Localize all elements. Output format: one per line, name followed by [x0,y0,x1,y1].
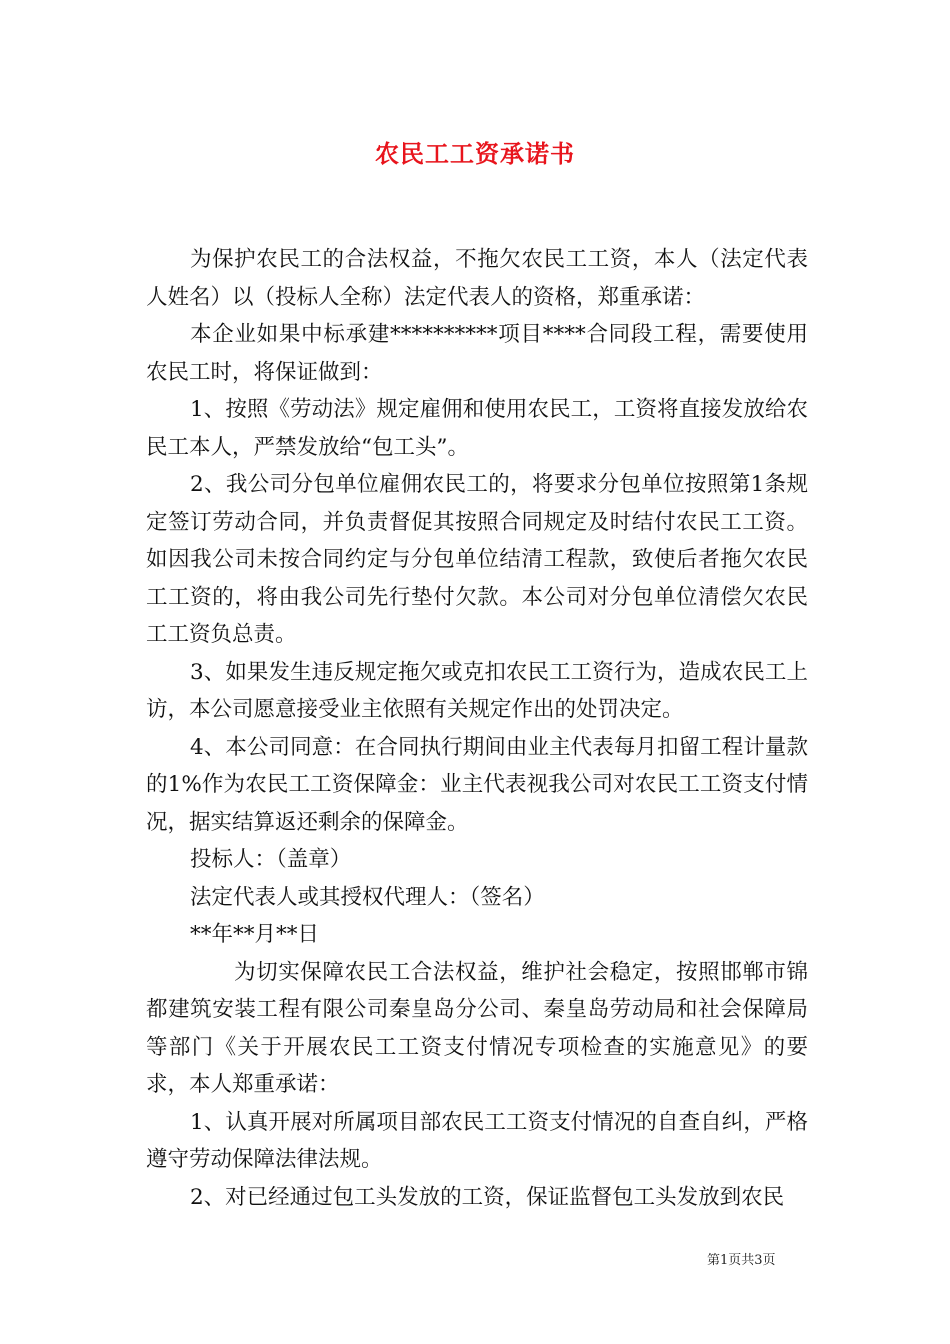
document-title: 农民工工资承诺书 [375,139,575,168]
paragraph-item-1: 1、按照《劳动法》规定雇佣和使用农民工，工资将直接发放给农民工本人，严禁发放给“包工头”。 [146,397,808,460]
paragraph-second-intro: 为切实保障农民工合法权益，维护社会稳定，按照邯郸市锦都建筑安装工程有限公司秦皇岛分公司、秦皇岛劳动局和社会保障局等部门《关于开展农民工工资支付情况专项检查的实施意见》的要求，本人郑重承诺： [146,959,808,1097]
paragraph-intro: 为保护农民工的合法权益，不拖欠农民工工资，本人（法定代表人姓名）以（投标人全称）法定代表人的资格，郑重承诺： [146,247,808,310]
paragraph-second-item-2: 2、对已经通过包工头发放的工资，保证监督包工头发放到农民 [190,1184,785,1210]
paragraph-commitment-scope: 本企业如果中标承建**********项目****合同段工程，需要使用农民工时，将保证做到： [146,322,808,385]
representative-signature-line: 法定代表人或其授权代理人：（签名） [190,884,545,910]
date-line: **年**月**日 [190,922,320,947]
page-number: 第1页共3页 [707,1253,776,1268]
paragraph-item-4: 4、本公司同意：在合同执行期间由业主代表每月扣留工程计量款的1%作为农民工工资保障金：业主代表视我公司对农民工工资支付情况，据实结算返还剩余的保障金。 [146,734,808,835]
document-body [146,241,808,1216]
paragraph-second-item-1: 1、认真开展对所属项目部农民工工资支付情况的自查自纠，严格遵守劳动保障法律法规。 [146,1109,808,1172]
paragraph-item-3: 3、如果发生违反规定拖欠或克扣农民工工资行为，造成农民工上访，本公司愿意接受业主依照有关规定作出的处罚决定。 [146,659,808,722]
paragraph-item-2: 2、我公司分包单位雇佣农民工的，将要求分包单位按照第1条规定签订劳动合同，并负责督促其按照合同规定及时结付农民工工资。如因我公司未按合同约定与分包单位结清工程款，致使后者拖欠农民工工资的，将由我公司先行垫付欠款。本公司对分包单位清偿欠农民工工资负总责。 [146,472,808,647]
bidder-seal-line: 投标人：（盖章） [190,847,352,872]
